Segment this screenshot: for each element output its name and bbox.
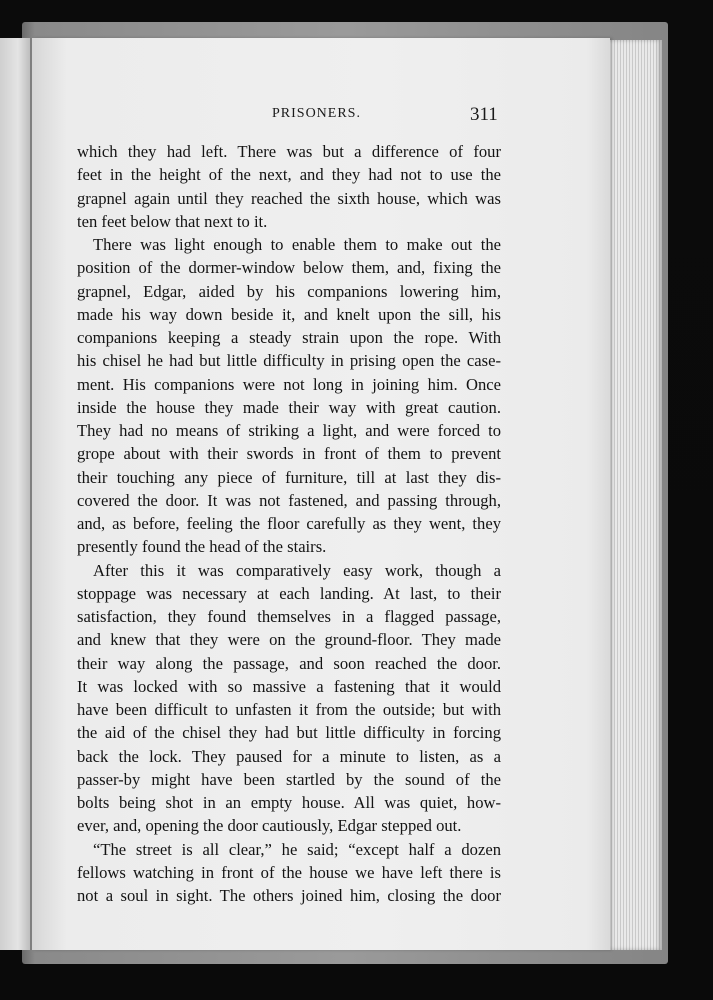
text-line: ten feet below that next to it.: [77, 211, 268, 231]
text-line: the aid of the chisel they had but little difficulty in forcing: [77, 723, 501, 743]
text-line: and, as before, feeling the floor carefully as they went, they: [77, 514, 501, 533]
text-line: back the lock. They paused for a minute to listen, as a: [77, 746, 501, 766]
text-line: inside the house they made their way with great caution.: [77, 397, 501, 417]
page-number: 311: [470, 104, 498, 125]
text-line: their touching any piece of furniture, till at last they dis-: [77, 467, 501, 487]
text-line: made his way down beside it, and knelt upon the sill, his: [77, 304, 501, 324]
text-line: which they had left. There was but a difference of four: [77, 142, 501, 161]
text-line: grope about with their swords in front of them to prevent: [77, 444, 501, 464]
text-line: have been difficult to unfasten it from the outside; but with: [77, 700, 501, 719]
text-line: ment. His companions were not long in joining him. Once: [77, 374, 501, 394]
text-line: They had no means of striking a light, and were forced to: [77, 421, 501, 440]
text-line: There was light enough to enable them to make out the: [93, 235, 501, 254]
text-line: his chisel he had but little difficulty in prising open the case-: [77, 351, 501, 371]
text-line: and knew that they were on the ground-floor. They made: [77, 630, 501, 650]
text-line: stoppage was necessary at each landing. At last, to their: [77, 583, 501, 603]
text-line: not a soul in sight. The others joined him, closing the door: [77, 886, 501, 905]
text-line: fellows watching in front of the house we have left there is: [77, 862, 501, 882]
text-line: It was locked with so massive a fastening that it would: [77, 676, 501, 696]
text-line: bolts being shot in an empty house. All was quiet, how-: [77, 793, 501, 812]
body-text: [77, 140, 501, 907]
text-line: feet in the height of the next, and they had not to use the: [77, 165, 501, 185]
text-line: their way along the passage, and soon reached the door.: [77, 653, 501, 673]
text-line: satisfaction, they found themselves in a flagged passage,: [77, 607, 501, 626]
text-line: covered the door. It was not fastened, and passing through,: [77, 490, 501, 510]
running-head-title: PRISONERS.: [272, 106, 361, 121]
text-line: After this it was comparatively easy work, though a: [93, 560, 501, 580]
text-line: grapnel, Edgar, aided by his companions lowering him,: [77, 281, 501, 301]
text-line: presently found the head of the stairs.: [77, 537, 327, 557]
running-head: [0, 104, 713, 128]
text-line: companions keeping a steady strain upon the rope. With: [77, 328, 501, 347]
text-line: “The street is all clear,” he said; “except half a dozen: [93, 839, 501, 859]
text-line: grapnel again until they reached the sixth house, which was: [77, 188, 501, 208]
text-line: passer-by might have been startled by the sound of the: [77, 769, 501, 789]
text-line: ever, and, opening the door cautiously, Edgar stepped out.: [77, 816, 462, 836]
facing-page-edge: [0, 38, 30, 950]
text-line: position of the dormer-window below them, and, fixing the: [77, 258, 501, 278]
